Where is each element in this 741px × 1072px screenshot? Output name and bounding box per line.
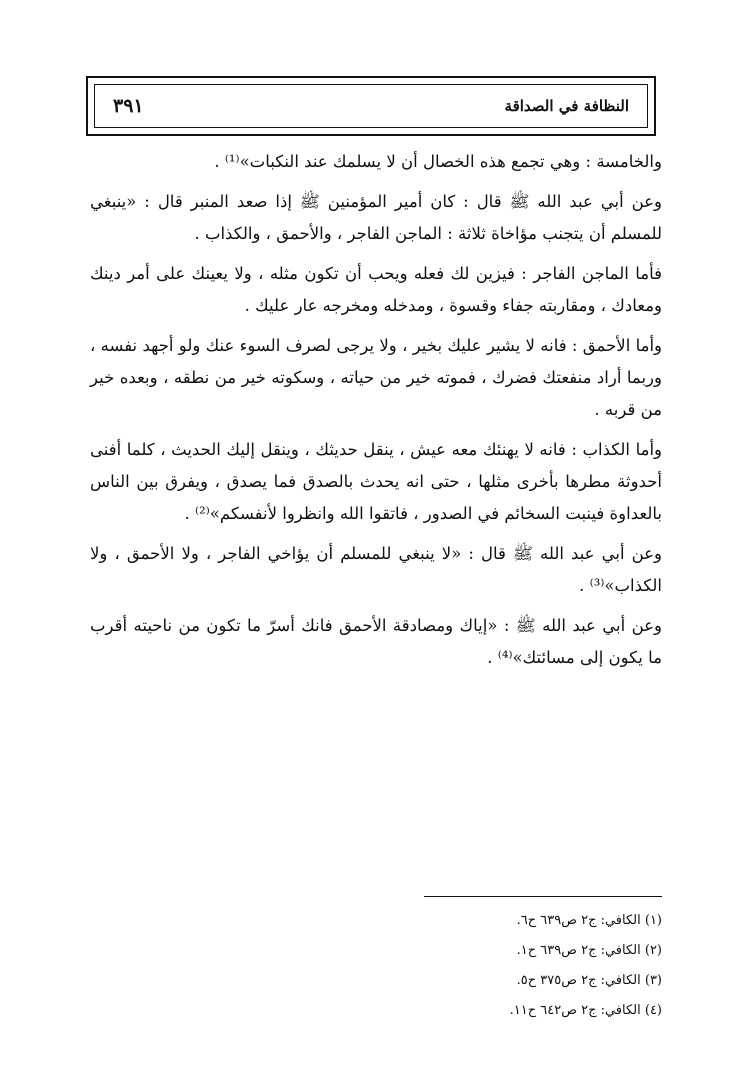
paragraph: وأما الأحمق : فانه لا يشير عليك بخير ، ولا يرجى لصرف السوء عنك ولو أجهد نفسه ، وربما أراد منفعتك فضرك ، فموته خير من حياته ، وسكوته خير من نطقه ، وبعده خير من قربه . xyxy=(90,336,662,419)
paragraph: وأما الكذاب : فانه لا يهنئك معه عيش ، ينقل حديثك ، وينقل إليك الحديث ، كلما أفنى أحدوثة مطرها بأخرى مثلها ، حتى انه يحدث بالصدق فما يصدق ، ويفرق بين الناس بالعداوة فينبت السخائم في الصدور ، فاتقوا الله وانظروا لأنفسكم»⁽²⁾ . xyxy=(90,440,662,523)
paragraph: وعن أبي عبد الله ﷺ قال : «لا ينبغي للمسلم أن يؤاخي الفاجر ، ولا الأحمق ، ولا الكذاب»⁽³⁾ . xyxy=(90,544,662,595)
paragraph: والخامسة : وهي تجمع هذه الخصال أن لا يسلمك عند النكبات»⁽¹⁾ . xyxy=(214,152,662,171)
footnote-divider xyxy=(424,896,662,897)
footnote: (١) الكافي: ج٢ ص٦٣٩ ح٦. xyxy=(516,913,662,928)
header-frame xyxy=(86,76,656,136)
footnote: (٣) الكافي: ج٢ ص٣٧٥ ح٥. xyxy=(516,973,662,988)
page-number: ٣٩١ xyxy=(113,95,144,117)
footnote: (٤) الكافي: ج٢ ص٦٤٢ ح١١. xyxy=(509,1003,662,1018)
body-text xyxy=(90,146,662,682)
running-title: النظافة في الصداقة xyxy=(504,97,629,115)
paragraph: وعن أبي عبد الله ﷺ قال : كان أمير المؤمنين ﷺ إذا صعد المنبر قال : «ينبغي للمسلم أن يتجنب مؤاخاة ثلاثة : الماجن الفاجر ، والأحمق ، والكذاب . xyxy=(90,192,662,243)
footnote: (٢) الكافي: ج٢ ص٦٣٩ ح١. xyxy=(516,943,662,958)
header-inner-frame xyxy=(94,84,648,128)
footnotes xyxy=(90,906,662,1026)
paragraph: فأما الماجن الفاجر : فيزين لك فعله ويحب أن تكون مثله ، ولا يعينك على أمر دينك ومعادك ، ومقاربته جفاء وقسوة ، ومدخله ومخرجه عار عليك . xyxy=(90,264,662,315)
paragraph: وعن أبي عبد الله ﷺ : «إياك ومصادقة الأحمق فانك أسرّ ما تكون من ناحيته أقرب ما يكون إلى مسائتك»⁽⁴⁾ . xyxy=(90,616,662,667)
